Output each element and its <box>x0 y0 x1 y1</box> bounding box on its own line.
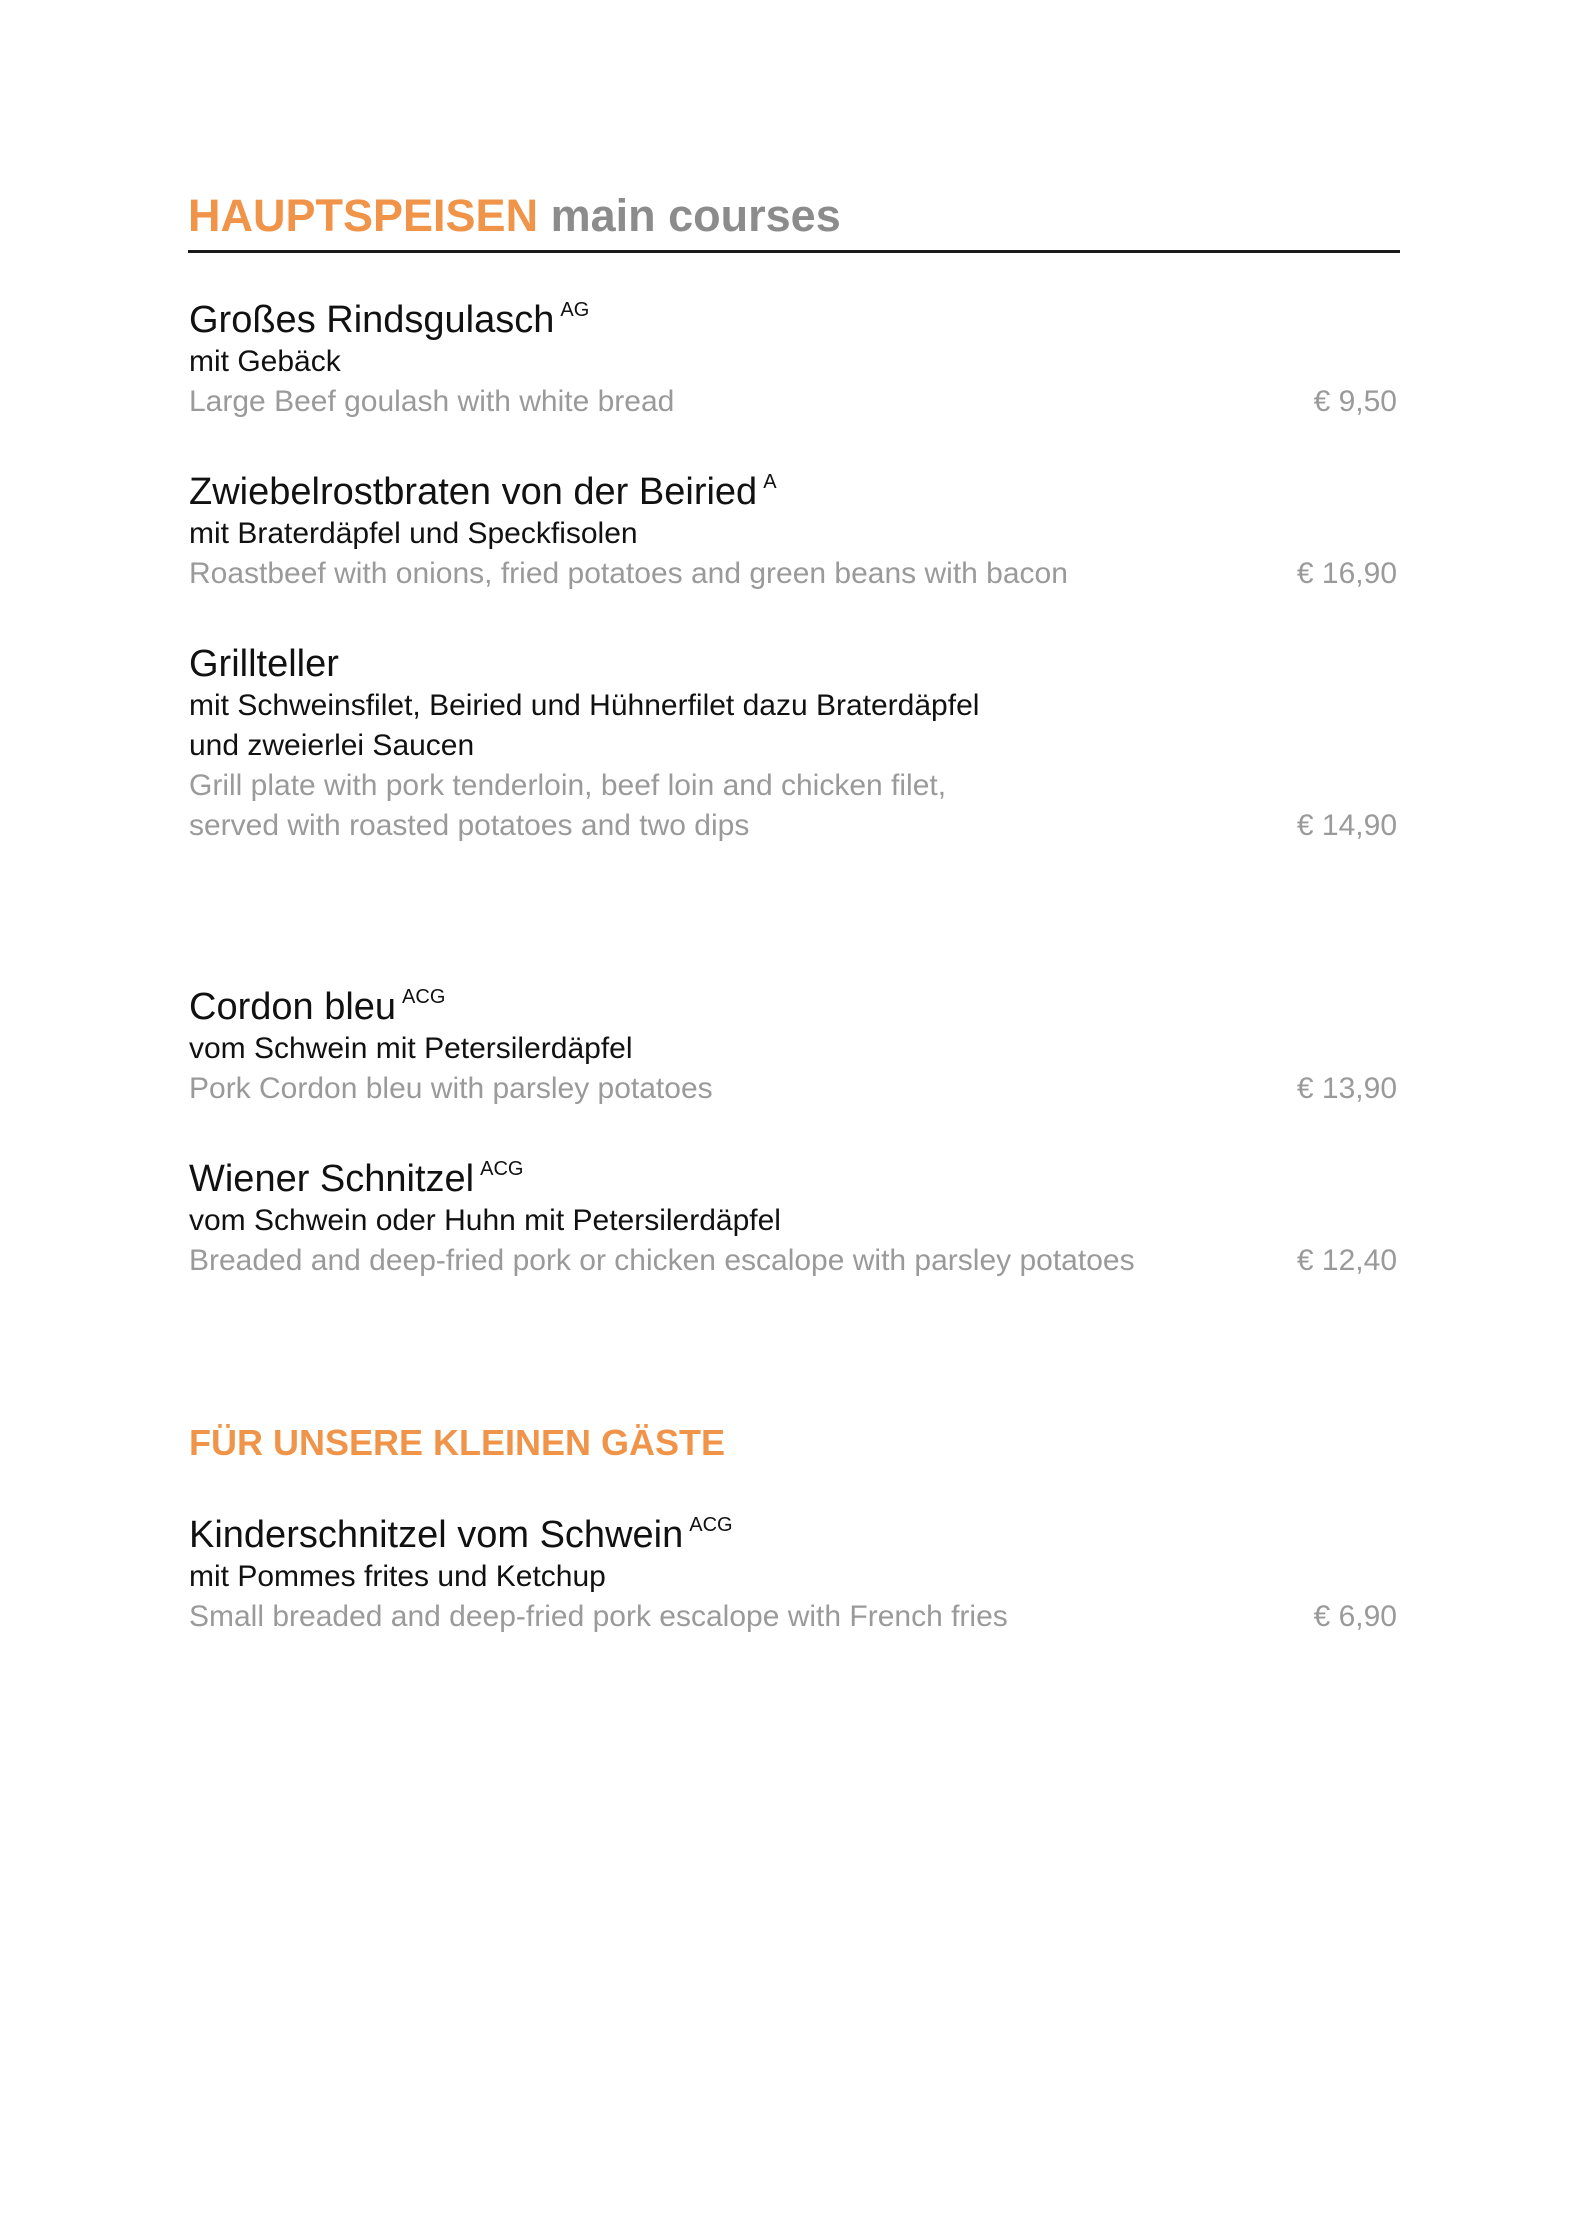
dish-price: € 12,40 <box>1296 1244 1397 1277</box>
dish-description-en: Roastbeef with onions, fried potatoes and green beans with bacon <box>189 557 1068 590</box>
dish-description-en: Pork Cordon bleu with parsley potatoes <box>189 1072 713 1105</box>
menu-item-grillteller <box>189 642 1399 846</box>
dish-en-row <box>189 1597 1399 1637</box>
allergen-codes: ACG <box>480 1158 524 1180</box>
dish-description-en-2: served with roasted potatoes and two dips <box>189 809 750 842</box>
dish-en-row <box>189 554 1399 594</box>
section-title <box>188 190 841 242</box>
dish-description-en: Large Beef goulash with white bread <box>189 385 675 418</box>
dish-name: Grillteller <box>189 643 339 685</box>
allergen-codes: AG <box>560 299 590 321</box>
dish-price: € 13,90 <box>1296 1072 1397 1105</box>
dish-description-de-2: und zweierlei Saucen <box>189 729 475 762</box>
dish-price: € 16,90 <box>1296 557 1397 590</box>
dish-description-de: vom Schwein oder Huhn mit Petersilerdäpfel <box>189 1204 781 1237</box>
allergen-codes: ACG <box>402 986 446 1008</box>
dish-en-row <box>189 382 1399 422</box>
dish-name: Kinderschnitzel vom Schwein $^{ACG}$ <box>189 1514 733 1556</box>
menu-item-zwiebelrostbraten <box>189 470 1399 594</box>
menu-item-cordon-bleu <box>189 985 1399 1109</box>
section-title-en: main courses <box>550 190 841 241</box>
dish-en-row <box>189 806 1399 846</box>
dish-description-en: Small breaded and deep-fried pork escalope with French fries <box>189 1600 1008 1633</box>
dish-description-de: mit Braterdäpfel und Speckfisolen <box>189 517 638 550</box>
dish-name: Cordon bleu $^{ACG}$ <box>189 986 446 1028</box>
section-title-kids: FÜR UNSERE KLEINEN GÄSTE <box>189 1422 726 1463</box>
dish-description-en: Grill plate with pork tenderloin, beef loin and chicken filet, <box>189 769 947 802</box>
menu-item-wiener-schnitzel <box>189 1157 1399 1281</box>
section-title-de: HAUPTSPEISEN <box>188 190 539 241</box>
dish-price: € 14,90 <box>1296 809 1397 842</box>
section-header-main-courses <box>188 190 1400 253</box>
dish-en-row <box>189 1069 1399 1109</box>
dish-name: Zwiebelrostbraten von der Beiried $^A$ <box>189 471 777 513</box>
dish-description-de: vom Schwein mit Petersilerdäpfel <box>189 1032 633 1065</box>
dish-price: € 6,90 <box>1313 1600 1397 1633</box>
dish-en-row <box>189 1241 1399 1281</box>
dish-name: Großes Rindsgulasch $^{AG}$ <box>189 299 590 341</box>
dish-description-de: mit Pommes frites und Ketchup <box>189 1560 606 1593</box>
menu-item-kinderschnitzel <box>189 1513 1399 1637</box>
dish-description-de: mit Gebäck <box>189 345 341 378</box>
dish-description-en: Breaded and deep-fried pork or chicken escalope with parsley potatoes <box>189 1244 1135 1277</box>
dish-description-de: mit Schweinsfilet, Beiried und Hühnerfilet dazu Braterdäpfel <box>189 689 980 722</box>
menu-item-gulasch <box>189 298 1399 422</box>
allergen-codes: A <box>763 471 777 493</box>
dish-name: Wiener Schnitzel $^{ACG}$ <box>189 1158 524 1200</box>
allergen-codes: ACG <box>689 1514 733 1536</box>
dish-price: € 9,50 <box>1313 385 1397 418</box>
